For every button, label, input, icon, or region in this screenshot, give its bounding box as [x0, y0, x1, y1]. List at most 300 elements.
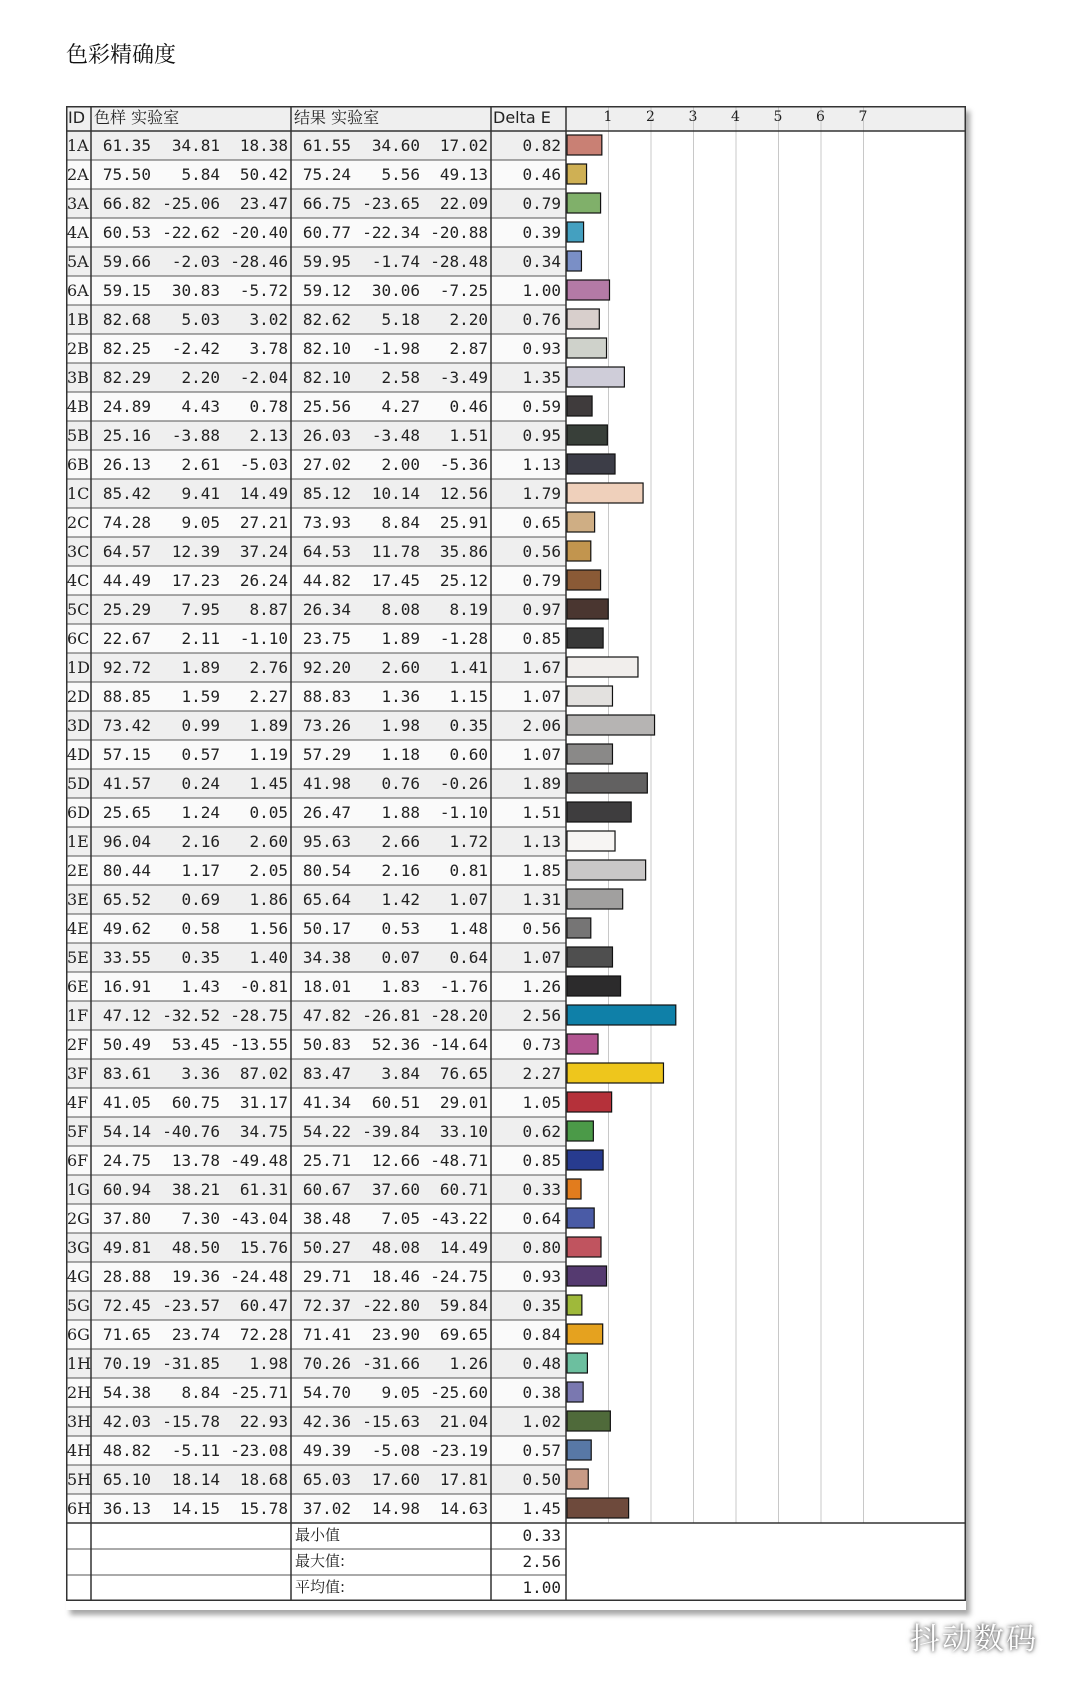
result-lab-value: 59.12: [302, 281, 351, 300]
sample-lab-value: 38.21: [171, 1180, 220, 1199]
sample-lab-value: 15.78: [239, 1499, 288, 1518]
sample-lab-value: 0.69: [181, 890, 220, 909]
row-id: 2E: [67, 861, 89, 880]
delta-e-value: 0.84: [522, 1325, 561, 1344]
row-id: 3C: [67, 542, 90, 561]
row-id: 4C: [67, 571, 90, 590]
sample-lab-value: 0.58: [181, 919, 220, 938]
result-lab-value: 71.41: [302, 1325, 351, 1344]
sample-lab-value: 18.38: [239, 136, 288, 155]
sample-lab-value: 96.04: [102, 832, 151, 851]
delta-bar-1F: [567, 1005, 676, 1025]
sample-lab-value: 60.53: [102, 223, 151, 242]
delta-e-value: 0.39: [522, 223, 561, 242]
delta-bar-1C: [567, 483, 643, 503]
result-lab-value: 50.17: [302, 919, 351, 938]
delta-e-value: 0.82: [522, 136, 561, 155]
result-lab-value: 8.08: [381, 600, 420, 619]
result-lab-value: 37.60: [371, 1180, 420, 1199]
delta-bar-1G: [567, 1179, 581, 1199]
sample-lab-value: 72.45: [102, 1296, 151, 1315]
sample-lab-value: 83.61: [102, 1064, 151, 1083]
delta-bar-6C: [567, 628, 603, 648]
result-lab-value: 1.51: [449, 426, 488, 445]
result-lab-value: 38.48: [302, 1209, 351, 1228]
result-lab-value: 23.90: [371, 1325, 420, 1344]
delta-e-value: 1.07: [522, 687, 561, 706]
result-lab-value: 26.03: [302, 426, 351, 445]
sample-lab-value: 33.55: [102, 948, 151, 967]
result-lab-value: 33.10: [439, 1122, 488, 1141]
row-id: 2A: [67, 165, 89, 184]
result-lab-value: 50.27: [302, 1238, 351, 1257]
delta-bar-2E: [567, 860, 646, 880]
sample-lab-value: -25.06: [162, 194, 220, 213]
sample-lab-value: -24.48: [230, 1267, 288, 1286]
result-lab-value: -23.65: [362, 194, 420, 213]
sample-lab-value: 5.03: [181, 310, 220, 329]
delta-e-value: 1.13: [522, 455, 561, 474]
delta-bar-3F: [567, 1063, 663, 1083]
sample-lab-value: 13.78: [171, 1151, 220, 1170]
sample-lab-value: 87.02: [239, 1064, 288, 1083]
sample-lab-value: 14.15: [171, 1499, 220, 1518]
result-lab-value: 80.54: [302, 861, 351, 880]
sample-lab-value: 1.17: [181, 861, 220, 880]
result-lab-value: 95.63: [302, 832, 351, 851]
sample-lab-value: -25.71: [230, 1383, 288, 1402]
result-lab-value: 61.55: [302, 136, 351, 155]
delta-bar-3D: [567, 715, 655, 735]
sample-lab-value: -2.42: [171, 339, 220, 358]
sample-lab-value: 5.84: [181, 165, 220, 184]
delta-bar-5A: [567, 251, 581, 271]
delta-e-value: 1.02: [522, 1412, 561, 1431]
sample-lab-value: -13.55: [230, 1035, 288, 1054]
row-id: 5A: [67, 252, 89, 271]
summary-value: 0.33: [522, 1526, 561, 1545]
delta-e-value: 0.57: [522, 1441, 561, 1460]
sample-lab-value: 0.05: [249, 803, 288, 822]
sample-lab-value: 73.42: [102, 716, 151, 735]
result-lab-value: 29.01: [439, 1093, 488, 1112]
result-lab-value: -28.48: [430, 252, 488, 271]
result-lab-value: 60.77: [302, 223, 351, 242]
sample-lab-value: -23.08: [230, 1441, 288, 1460]
result-lab-value: 30.06: [371, 281, 420, 300]
result-lab-value: 18.46: [371, 1267, 420, 1286]
delta-e-value: 0.34: [522, 252, 561, 271]
delta-e-value: 0.38: [522, 1383, 561, 1402]
row-id: 1C: [67, 484, 90, 503]
row-id: 3B: [67, 368, 89, 387]
sample-lab-value: 1.43: [181, 977, 220, 996]
result-lab-value: 17.60: [371, 1470, 420, 1489]
delta-bar-3B: [567, 367, 624, 387]
delta-bar-2C: [567, 512, 595, 532]
sample-lab-value: 82.29: [102, 368, 151, 387]
delta-bar-4E: [567, 918, 591, 938]
sample-lab-value: 9.05: [181, 513, 220, 532]
row-id: 4G: [67, 1267, 90, 1286]
result-lab-value: 0.81: [449, 861, 488, 880]
delta-e-value: 1.07: [522, 745, 561, 764]
result-lab-value: 42.36: [302, 1412, 351, 1431]
sample-lab-value: 22.67: [102, 629, 151, 648]
sample-lab-value: 60.75: [171, 1093, 220, 1112]
result-lab-value: 1.07: [449, 890, 488, 909]
result-lab-value: 2.60: [381, 658, 420, 677]
result-lab-value: 83.47: [302, 1064, 351, 1083]
delta-bar-4G: [567, 1266, 607, 1286]
result-lab-value: 8.84: [381, 513, 420, 532]
row-id: 5C: [67, 600, 90, 619]
result-lab-value: 0.53: [381, 919, 420, 938]
page-title: 色彩精确度: [66, 43, 177, 68]
row-id: 4B: [67, 397, 89, 416]
sample-lab-value: 26.24: [239, 571, 288, 590]
result-lab-value: 26.47: [302, 803, 351, 822]
delta-bar-3E: [567, 889, 623, 909]
result-lab-value: -25.60: [430, 1383, 488, 1402]
header-delta: Delta E: [493, 108, 551, 127]
result-lab-value: 0.76: [381, 774, 420, 793]
result-lab-value: -31.66: [362, 1354, 420, 1373]
delta-bar-4A: [567, 222, 584, 242]
sample-lab-value: 60.94: [102, 1180, 151, 1199]
sample-lab-value: 37.80: [102, 1209, 151, 1228]
result-lab-value: 60.51: [371, 1093, 420, 1112]
delta-bar-1E: [567, 831, 615, 851]
sample-lab-value: 19.36: [171, 1267, 220, 1286]
delta-e-value: 0.46: [522, 165, 561, 184]
row-id: 1E: [67, 832, 89, 851]
result-lab-value: 50.83: [302, 1035, 351, 1054]
result-lab-value: 65.64: [302, 890, 351, 909]
sample-lab-value: 18.14: [171, 1470, 220, 1489]
delta-e-value: 1.79: [522, 484, 561, 503]
row-id: 2H: [67, 1383, 92, 1402]
delta-e-value: 1.85: [522, 861, 561, 880]
result-lab-value: -20.88: [430, 223, 488, 242]
row-id: 3E: [67, 890, 89, 909]
delta-bar-4H: [567, 1440, 591, 1460]
sample-lab-value: 66.82: [102, 194, 151, 213]
result-lab-value: 22.09: [439, 194, 488, 213]
result-lab-value: 14.63: [439, 1499, 488, 1518]
row-id: 5D: [67, 774, 91, 793]
row-id: 6G: [67, 1325, 90, 1344]
result-lab-value: 66.75: [302, 194, 351, 213]
sample-lab-value: 49.62: [102, 919, 151, 938]
delta-e-value: 0.79: [522, 194, 561, 213]
delta-bar-2F: [567, 1034, 598, 1054]
sample-lab-value: 59.15: [102, 281, 151, 300]
result-lab-value: 73.26: [302, 716, 351, 735]
header-sample: 色样 实验室: [94, 108, 180, 127]
sample-lab-value: -2.03: [171, 252, 220, 271]
sample-lab-value: -15.78: [162, 1412, 220, 1431]
sample-lab-value: 14.49: [239, 484, 288, 503]
sample-lab-value: 36.13: [102, 1499, 151, 1518]
result-lab-value: -14.64: [430, 1035, 488, 1054]
result-lab-value: 11.78: [371, 542, 420, 561]
result-lab-value: 54.22: [302, 1122, 351, 1141]
delta-e-value: 1.31: [522, 890, 561, 909]
sample-lab-value: 2.27: [249, 687, 288, 706]
delta-bar-6H: [567, 1498, 629, 1518]
result-lab-value: 10.14: [371, 484, 420, 503]
delta-bar-3G: [567, 1237, 601, 1257]
sample-lab-value: 0.99: [181, 716, 220, 735]
result-lab-value: 60.71: [439, 1180, 488, 1199]
result-lab-value: 73.93: [302, 513, 351, 532]
result-lab-value: 5.56: [381, 165, 420, 184]
sample-lab-value: 27.21: [239, 513, 288, 532]
sample-lab-value: 1.45: [249, 774, 288, 793]
row-id: 1A: [67, 136, 89, 155]
delta-e-value: 0.95: [522, 426, 561, 445]
sample-lab-value: 71.65: [102, 1325, 151, 1344]
row-id: 6H: [67, 1499, 92, 1518]
result-lab-value: 18.01: [302, 977, 351, 996]
sample-lab-value: 25.29: [102, 600, 151, 619]
result-lab-value: -7.25: [439, 281, 488, 300]
sample-lab-value: 41.05: [102, 1093, 151, 1112]
sample-lab-value: -1.10: [239, 629, 288, 648]
sample-lab-value: 59.66: [102, 252, 151, 271]
row-id: 3F: [67, 1064, 89, 1083]
result-lab-value: 76.65: [439, 1064, 488, 1083]
sample-lab-value: 80.44: [102, 861, 151, 880]
delta-e-value: 0.65: [522, 513, 561, 532]
row-id: 6E: [67, 977, 89, 996]
result-lab-value: 1.41: [449, 658, 488, 677]
row-id: 2F: [67, 1035, 89, 1054]
delta-e-value: 1.35: [522, 368, 561, 387]
delta-bar-1D: [567, 657, 638, 677]
row-id: 1F: [67, 1006, 89, 1025]
row-id: 2C: [67, 513, 90, 532]
sample-lab-value: 65.52: [102, 890, 151, 909]
sample-lab-value: 74.28: [102, 513, 151, 532]
sample-lab-value: 0.57: [181, 745, 220, 764]
result-lab-value: 47.82: [302, 1006, 351, 1025]
delta-bar-5E: [567, 947, 612, 967]
delta-bar-1B: [567, 309, 599, 329]
delta-e-value: 0.97: [522, 600, 561, 619]
row-id: 2B: [67, 339, 89, 358]
row-id: 5F: [67, 1122, 89, 1141]
result-lab-value: 69.65: [439, 1325, 488, 1344]
sample-lab-value: 61.35: [102, 136, 151, 155]
result-lab-value: 59.95: [302, 252, 351, 271]
result-lab-value: 1.18: [381, 745, 420, 764]
sample-lab-value: 24.75: [102, 1151, 151, 1170]
result-lab-value: 0.64: [449, 948, 488, 967]
sample-lab-value: 1.89: [249, 716, 288, 735]
sample-lab-value: 57.15: [102, 745, 151, 764]
sample-lab-value: 42.03: [102, 1412, 151, 1431]
sample-lab-value: -32.52: [162, 1006, 220, 1025]
delta-bar-6F: [567, 1150, 603, 1170]
result-lab-value: 70.26: [302, 1354, 351, 1373]
sample-lab-value: 1.56: [249, 919, 288, 938]
axis-tick-label: 1: [603, 109, 613, 125]
delta-bar-4D: [567, 744, 612, 764]
result-lab-value: 1.72: [449, 832, 488, 851]
delta-bar-5G: [567, 1295, 582, 1315]
sample-lab-value: 28.88: [102, 1267, 151, 1286]
sample-lab-value: 1.40: [249, 948, 288, 967]
row-id: 3G: [67, 1238, 90, 1257]
result-lab-value: -43.22: [430, 1209, 488, 1228]
sample-lab-value: 64.57: [102, 542, 151, 561]
row-id: 2G: [67, 1209, 90, 1228]
delta-bar-6A: [567, 280, 610, 300]
sample-lab-value: 60.47: [239, 1296, 288, 1315]
result-lab-value: -3.48: [371, 426, 420, 445]
row-id: 2D: [67, 687, 91, 706]
delta-e-value: 1.07: [522, 948, 561, 967]
sample-lab-value: -20.40: [230, 223, 288, 242]
delta-bar-3C: [567, 541, 591, 561]
result-lab-value: -5.36: [439, 455, 488, 474]
sample-lab-value: 1.89: [181, 658, 220, 677]
result-lab-value: 25.56: [302, 397, 351, 416]
result-lab-value: -48.71: [430, 1151, 488, 1170]
sample-lab-value: 22.93: [239, 1412, 288, 1431]
result-lab-value: -3.49: [439, 368, 488, 387]
row-id: 4H: [67, 1441, 92, 1460]
sample-lab-value: 88.85: [102, 687, 151, 706]
delta-bar-2B: [567, 338, 607, 358]
result-lab-value: -1.74: [371, 252, 420, 271]
delta-e-value: 0.93: [522, 1267, 561, 1286]
sample-lab-value: 50.49: [102, 1035, 151, 1054]
result-lab-value: 75.24: [302, 165, 351, 184]
result-lab-value: 60.67: [302, 1180, 351, 1199]
sample-lab-value: 8.84: [181, 1383, 220, 1402]
result-lab-value: 9.05: [381, 1383, 420, 1402]
result-lab-value: 14.98: [371, 1499, 420, 1518]
header-id: ID: [68, 108, 86, 127]
delta-e-value: 0.56: [522, 919, 561, 938]
sample-lab-value: 25.16: [102, 426, 151, 445]
result-lab-value: 82.10: [302, 368, 351, 387]
sample-lab-value: 7.95: [181, 600, 220, 619]
delta-e-value: 1.45: [522, 1499, 561, 1518]
sample-lab-value: -28.46: [230, 252, 288, 271]
result-lab-value: 92.20: [302, 658, 351, 677]
delta-bar-5C: [567, 599, 608, 619]
delta-bar-5D: [567, 773, 647, 793]
sample-lab-value: 1.59: [181, 687, 220, 706]
result-lab-value: 1.42: [381, 890, 420, 909]
result-lab-value: 34.38: [302, 948, 351, 967]
sample-lab-value: 2.13: [249, 426, 288, 445]
row-id: 1D: [67, 658, 91, 677]
result-lab-value: -5.08: [371, 1441, 420, 1460]
sample-lab-value: 30.83: [171, 281, 220, 300]
sample-lab-value: 16.91: [102, 977, 151, 996]
result-lab-value: 8.19: [449, 600, 488, 619]
delta-bar-6E: [567, 976, 621, 996]
delta-bar-2A: [567, 164, 587, 184]
result-lab-value: 35.86: [439, 542, 488, 561]
sample-lab-value: -31.85: [162, 1354, 220, 1373]
axis-tick-label: 3: [688, 109, 698, 125]
delta-e-value: 0.56: [522, 542, 561, 561]
sample-lab-value: 7.30: [181, 1209, 220, 1228]
result-lab-value: 3.84: [381, 1064, 420, 1083]
row-id: 5G: [67, 1296, 90, 1315]
result-lab-value: 12.56: [439, 484, 488, 503]
delta-bar-6B: [567, 454, 615, 474]
result-lab-value: 82.10: [302, 339, 351, 358]
result-lab-value: 0.46: [449, 397, 488, 416]
sample-lab-value: 1.19: [249, 745, 288, 764]
sample-lab-value: -43.04: [230, 1209, 288, 1228]
delta-e-value: 1.51: [522, 803, 561, 822]
sample-lab-value: 48.82: [102, 1441, 151, 1460]
sample-lab-value: 61.31: [239, 1180, 288, 1199]
sample-lab-value: 2.05: [249, 861, 288, 880]
row-id: 4A: [67, 223, 89, 242]
result-lab-value: 1.83: [381, 977, 420, 996]
result-lab-value: 64.53: [302, 542, 351, 561]
row-id: 1G: [67, 1180, 90, 1199]
result-lab-value: 2.66: [381, 832, 420, 851]
result-lab-value: -28.20: [430, 1006, 488, 1025]
sample-lab-value: -2.04: [239, 368, 288, 387]
result-lab-value: -1.10: [439, 803, 488, 822]
result-lab-value: 59.84: [439, 1296, 488, 1315]
result-lab-value: 14.49: [439, 1238, 488, 1257]
result-lab-value: 21.04: [439, 1412, 488, 1431]
result-lab-value: -15.63: [362, 1412, 420, 1431]
result-lab-value: 2.87: [449, 339, 488, 358]
row-id: 3A: [67, 194, 89, 213]
delta-e-value: 0.33: [522, 1180, 561, 1199]
sample-lab-value: -0.81: [239, 977, 288, 996]
sample-lab-value: 65.10: [102, 1470, 151, 1489]
color-accuracy-table: [66, 106, 966, 1610]
sample-lab-value: 54.14: [102, 1122, 151, 1141]
delta-bar-2G: [567, 1208, 594, 1228]
summary-label: 最大值:: [295, 1552, 346, 1570]
sample-lab-value: 2.61: [181, 455, 220, 474]
delta-e-value: 1.67: [522, 658, 561, 677]
delta-bar-3A: [567, 193, 601, 213]
result-lab-value: -24.75: [430, 1267, 488, 1286]
sample-lab-value: -5.03: [239, 455, 288, 474]
delta-bar-4F: [567, 1092, 612, 1112]
sample-lab-value: 9.41: [181, 484, 220, 503]
result-lab-value: 49.39: [302, 1441, 351, 1460]
sample-lab-value: 82.68: [102, 310, 151, 329]
sample-lab-value: 50.42: [239, 165, 288, 184]
row-id: 6F: [67, 1151, 89, 1170]
delta-bar-1A: [567, 135, 602, 155]
delta-bar-5H: [567, 1469, 588, 1489]
result-lab-value: 0.60: [449, 745, 488, 764]
delta-e-value: 1.89: [522, 774, 561, 793]
result-lab-value: -1.98: [371, 339, 420, 358]
result-lab-value: 52.36: [371, 1035, 420, 1054]
axis-tick-label: 4: [731, 109, 740, 125]
delta-bar-3H: [567, 1411, 610, 1431]
